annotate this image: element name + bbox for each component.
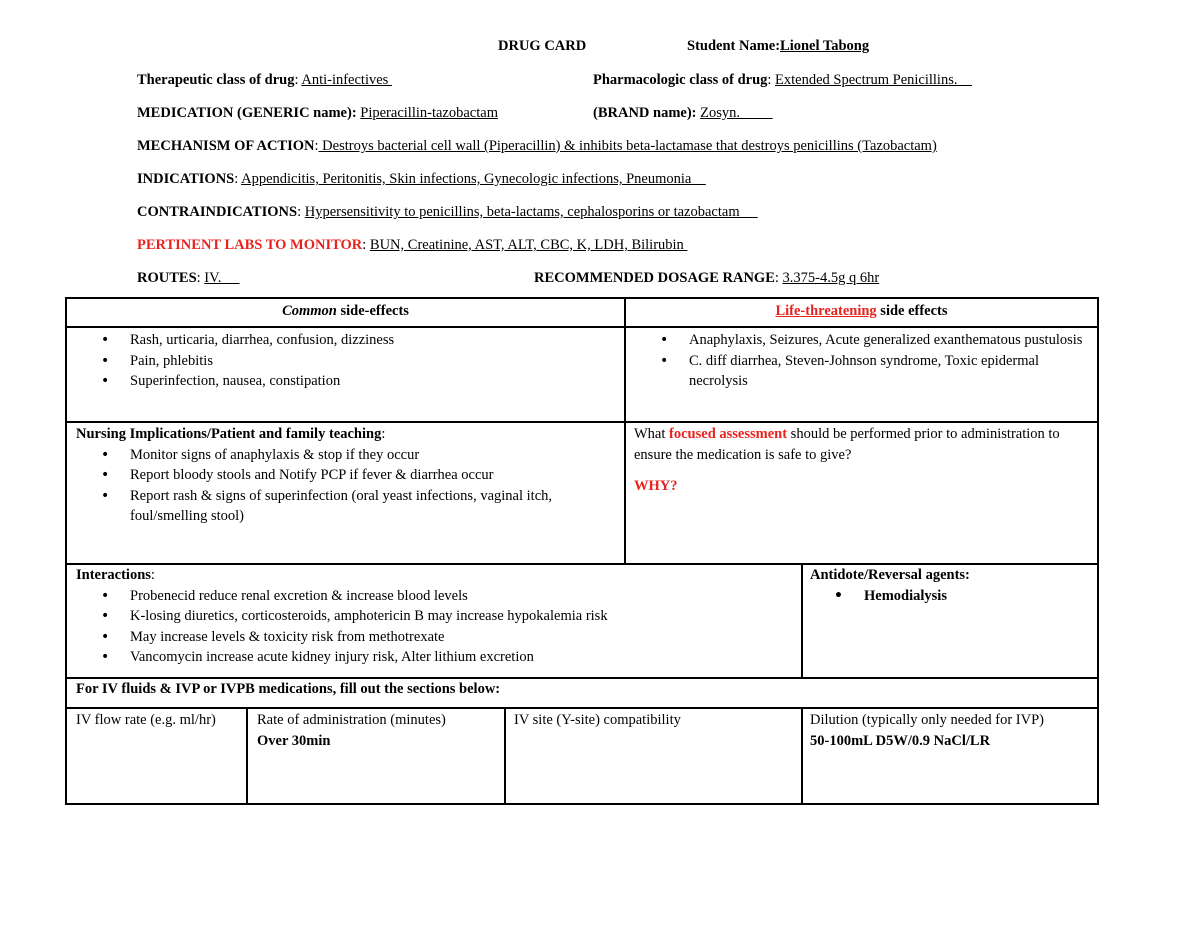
- pharmacologic-class-line: Pharmacologic class of drug: Extended Spectrum Penicillins.: [593, 72, 972, 88]
- antidote-cell: [810, 565, 1095, 606]
- therapeutic-class-value: Anti-infectives: [301, 72, 392, 88]
- common-side-effects-header: [67, 301, 624, 322]
- interaction-item: • May increase levels & toxicity risk from methotrexate: [67, 627, 798, 648]
- interactions-label: Interactions: [76, 567, 151, 583]
- iv-site-label: IV site (Y-site) compatibility: [514, 712, 681, 728]
- table-divider-vertical: [801, 563, 803, 679]
- contraindications-line: CONTRAINDICATIONS: Hypersensitivity to penicillins, beta-lactams, cephalosporins or tazobactam: [137, 204, 758, 220]
- iv-rate-label: Rate of administration (minutes): [257, 712, 446, 728]
- contraindications-value: Hypersensitivity to penicillins, beta-lactams, cephalosporins or tazobactam: [304, 204, 758, 220]
- contraindications-label: CONTRAINDICATIONS: [137, 204, 298, 220]
- indications-line: INDICATIONS: Appendicitis, Peritonitis, Skin infections, Gynecologic infections, Pneumonia: [137, 171, 706, 187]
- assessment-question: [634, 424, 1074, 465]
- common-side-effect-item: • Pain, phlebitis: [67, 351, 624, 372]
- antidote-item: • Hemodialysis: [801, 586, 1095, 607]
- table-divider-vertical: [801, 707, 803, 805]
- iv-dilution-cell: [810, 710, 1095, 751]
- indications-value: Appendicitis, Peritonitis, Skin infections, Gynecologic infections, Pneumonia: [241, 171, 706, 187]
- nursing-list: [67, 445, 621, 527]
- why-label: WHY?: [634, 478, 678, 494]
- card-title: DRUG CARD: [498, 38, 587, 54]
- pharmacologic-class-value: Extended Spectrum Penicillins.: [775, 72, 972, 88]
- table-border-bottom: [65, 803, 1099, 805]
- interactions-list: [67, 586, 798, 668]
- interactions-cell: Interactions: • Probenecid reduce renal excretion & increase blood levels • K-losing diuretics, corticosteroids, amphotericin B may increase hypokalemia risk • May increase levels & toxicity risk from methotrexate • Vancomycin increase acute kidney injury risk, Alter lithium excretion: [76, 565, 798, 668]
- common-side-effect-item: • Superinfection, nausea, constipation: [67, 371, 624, 392]
- table-border-top: [65, 297, 1099, 299]
- brand-name-value: Zosyn.: [700, 105, 773, 121]
- assessment-cell: [634, 424, 1074, 497]
- generic-name-value: Piperacillin-tazobactam: [360, 105, 498, 121]
- therapeutic-class-label: Therapeutic class of drug: [137, 72, 295, 88]
- dosage-label: RECOMMENDED DOSAGE RANGE: [534, 270, 775, 286]
- nursing-item: • Report rash & signs of superinfection (oral yeast infections, vaginal itch, foul/smelling stool): [67, 486, 621, 527]
- common-header-rest: side-effects: [336, 303, 409, 319]
- generic-name-line: [137, 104, 498, 122]
- student-name-line: [687, 37, 869, 55]
- interaction-item: • Probenecid reduce renal excretion & increase blood levels: [67, 586, 798, 607]
- table-divider-vertical: [246, 707, 248, 805]
- iv-dilution-value: 50-100mL D5W/0.9 NaCl/LR: [810, 732, 991, 749]
- labs-line: PERTINENT LABS TO MONITOR: BUN, Creatinine, AST, ALT, CBC, K, LDH, Bilirubin: [137, 237, 688, 253]
- interaction-item: • K-losing diuretics, corticosteroids, amphotericin B may increase hypokalemia risk: [67, 606, 798, 627]
- nursing-label: Nursing Implications/Patient and family teaching: [76, 426, 382, 442]
- dosage-value: 3.375-4.5g q 6hr: [782, 270, 880, 286]
- life-threatening-header: [626, 301, 1097, 322]
- generic-name-label: MEDICATION (GENERIC name):: [137, 105, 357, 121]
- nursing-cell: Nursing Implications/Patient and family teaching: • Monitor signs of anaphylaxis & stop if they occur • Report bloody stools and Notify PCP if fever & diarrhea occur • Report rash & signs of superinfection (oral yeast infections, vaginal itch, foul/smelling stool): [76, 424, 621, 527]
- common-header-italic: Common: [282, 303, 337, 319]
- antidote-list: [801, 586, 1095, 607]
- life-threatening-item: • C. diff diarrhea, Steven-Johnson syndrome, Toxic epidermal necrolysis: [626, 351, 1086, 392]
- labs-label: PERTINENT LABS TO MONITOR: [137, 237, 363, 253]
- life-threatening-item: • Anaphylaxis, Seizures, Acute generalized exanthematous pustulosis: [626, 330, 1086, 351]
- common-side-effects-cell: [67, 330, 624, 392]
- table-divider: [65, 707, 1099, 709]
- iv-rate-cell: [257, 710, 502, 751]
- brand-name-label: (BRAND name):: [593, 105, 697, 121]
- interaction-item: • Vancomycin increase acute kidney injury risk, Alter lithium excretion: [67, 647, 798, 668]
- mechanism-value: Destroys bacterial cell wall (Piperacillin) & inhibits beta-lactamase that destroys penicillins (Tazobactam): [318, 138, 937, 154]
- labs-value: BUN, Creatinine, AST, ALT, CBC, K, LDH, Bilirubin: [369, 237, 688, 253]
- iv-dilution-label: Dilution (typically only needed for IVP): [810, 712, 1044, 728]
- assessment-red: focused assessment: [669, 426, 788, 442]
- mechanism-line: MECHANISM OF ACTION: Destroys bacterial cell wall (Piperacillin) & inhibits beta-lactamase that destroys penicillins (Tazobactam): [137, 138, 937, 154]
- assessment-pre: What: [634, 426, 670, 442]
- therapeutic-class-line: Therapeutic class of drug: Anti-infectives: [137, 72, 392, 88]
- antidote-label: Antidote/Reversal agents:: [810, 567, 970, 583]
- life-threatening-header-rest: side effects: [876, 303, 948, 319]
- life-threatening-header-red: Life-threatening: [775, 303, 877, 319]
- student-name-label: Student Name:: [687, 38, 781, 54]
- assessment-post: should be performed prior to administration to ensure the medication is safe to give?: [634, 426, 1060, 463]
- iv-section-header: For IV fluids & IVP or IVPB medications, fill out the sections below:: [76, 681, 501, 697]
- iv-flow-label: IV flow rate (e.g. ml/hr): [76, 712, 216, 728]
- pharmacologic-class-label: Pharmacologic class of drug: [593, 72, 768, 88]
- table-border-right: [1097, 297, 1099, 805]
- nursing-item: • Report bloody stools and Notify PCP if fever & diarrhea occur: [67, 465, 621, 486]
- table-divider: [65, 326, 1099, 328]
- life-threatening-list: [626, 330, 1086, 392]
- life-threatening-cell: [626, 330, 1086, 392]
- iv-rate-value: Over 30min: [257, 732, 331, 749]
- student-name-value: Lionel Tabong: [780, 38, 870, 54]
- common-side-effect-item: • Rash, urticaria, diarrhea, confusion, dizziness: [67, 330, 624, 351]
- indications-label: INDICATIONS: [137, 171, 235, 187]
- dosage-line: RECOMMENDED DOSAGE RANGE: 3.375-4.5g q 6hr: [534, 270, 880, 286]
- table-divider: [65, 421, 1099, 423]
- routes-value: IV.: [204, 270, 240, 286]
- iv-flow-cell: [76, 710, 246, 731]
- common-side-effects-list: [67, 330, 624, 392]
- mechanism-label: MECHANISM OF ACTION: [137, 138, 315, 154]
- iv-site-cell: [514, 710, 799, 731]
- nursing-item: • Monitor signs of anaphylaxis & stop if they occur: [67, 445, 621, 466]
- routes-line: ROUTES: IV.: [137, 270, 240, 286]
- routes-label: ROUTES: [137, 270, 197, 286]
- brand-name-line: [593, 104, 773, 122]
- table-divider-vertical: [504, 707, 506, 805]
